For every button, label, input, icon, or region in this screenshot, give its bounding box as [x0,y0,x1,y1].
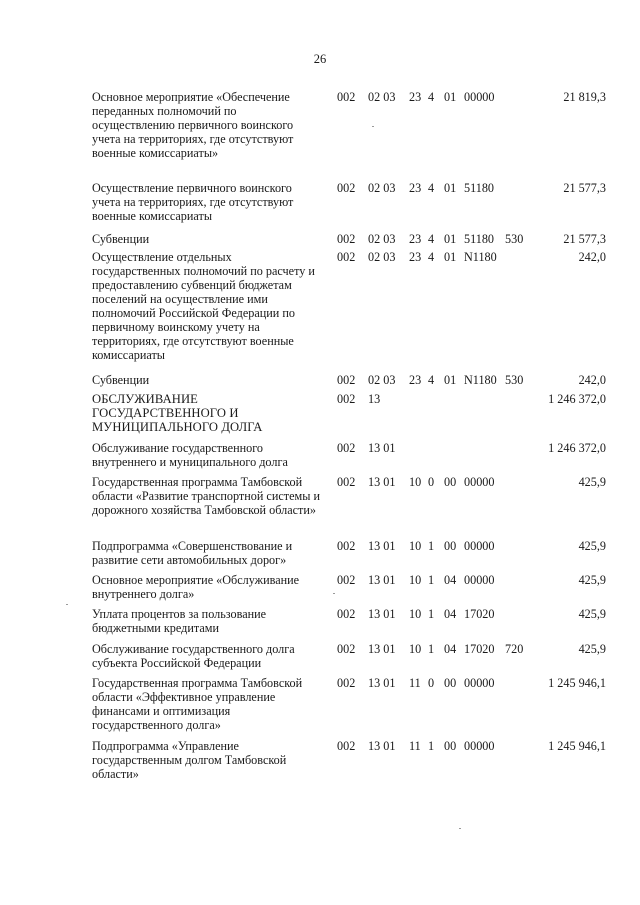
subprogram-code: 1 [428,739,435,753]
amount: 1 245 946,1 [548,676,606,690]
row-name: Осуществление отдельных государственных полномочий по расчету и предоставлению субвенций бюджетам поселений на осуществление ими полномочий Российской Федерации по первичному воинскому учету на территориях, где отсутствуют военные комиссариаты [92,250,315,362]
section-code: 02 03 [368,181,396,195]
program-code: 11 [409,676,421,690]
expense-type-code: 530 [505,373,524,387]
section-code: 13 01 [368,642,396,656]
section-code: 13 [368,392,381,406]
direction-code: 00000 [464,739,495,753]
main-activity-code: 01 [444,250,457,264]
direction-code: 51180 [464,181,495,195]
row-name: ОБСЛУЖИВАНИЕ ГОСУДАРСТВЕННОГО И МУНИЦИПАЛЬНОГО ДОЛГА [92,392,263,434]
main-activity-code: 04 [444,573,457,587]
main-activity-code: 00 [444,739,457,753]
main-activity-code: 00 [444,676,457,690]
program-code: 10 [409,573,422,587]
subprogram-code: 0 [428,475,435,489]
scan-speck [66,604,68,605]
section-code: 13 01 [368,475,396,489]
admin-code: 002 [337,739,356,753]
page-number: 26 [313,52,327,66]
program-code: 10 [409,539,422,553]
row-name: Подпрограмма «Совершенствование и развитие сети автомобильных дорог» [92,539,293,567]
main-activity-code: 04 [444,642,457,656]
program-code: 23 [409,181,422,195]
section-code: 13 01 [368,676,396,690]
direction-code: N1180 [464,373,497,387]
subprogram-code: 1 [428,539,435,553]
amount: 1 245 946,1 [548,739,606,753]
direction-code: 17020 [464,642,495,656]
admin-code: 002 [337,250,356,264]
admin-code: 002 [337,90,356,104]
amount: 242,0 [578,250,606,264]
admin-code: 002 [337,539,356,553]
section-code: 13 01 [368,739,396,753]
amount: 425,9 [578,607,606,621]
expense-type-code: 530 [505,232,524,246]
program-code: 23 [409,232,422,246]
amount: 21 577,3 [563,232,606,246]
row-name: Обслуживание государственного долга субъекта Российской Федерации [92,642,295,670]
row-name: Осуществление первичного воинского учета на территориях, где отсутствуют военные комиссариаты [92,181,294,223]
row-name: Подпрограмма «Управление государственным долгом Тамбовской области» [92,739,287,781]
amount: 1 246 372,0 [548,392,606,406]
subprogram-code: 1 [428,642,435,656]
subprogram-code: 4 [428,250,435,264]
row-name: Уплата процентов за пользование бюджетными кредитами [92,607,267,635]
row-name: Государственная программа Тамбовской области «Развитие транспортной системы и дорожного хозяйства Тамбовской области» [92,475,320,517]
expense-type-code: 720 [505,642,524,656]
main-activity-code: 00 [444,475,457,489]
direction-code: 00000 [464,90,495,104]
subprogram-code: 1 [428,573,435,587]
amount: 1 246 372,0 [548,441,606,455]
amount: 425,9 [578,573,606,587]
main-activity-code: 01 [444,232,457,246]
row-name: Основное мероприятие «Обеспечение переданных полномочий по осуществлению первичного воинского учета на территориях, где отсутствуют военные комиссариаты» [92,90,294,160]
amount: 425,9 [578,539,606,553]
direction-code: 00000 [464,539,495,553]
subprogram-code: 4 [428,181,435,195]
row-name: Субвенции [92,232,150,246]
amount: 425,9 [578,475,606,489]
section-code: 02 03 [368,232,396,246]
program-code: 11 [409,739,421,753]
direction-code: 00000 [464,475,495,489]
program-code: 23 [409,90,422,104]
subprogram-code: 0 [428,676,435,690]
program-code: 10 [409,642,422,656]
amount: 21 577,3 [563,181,606,195]
direction-code: 00000 [464,573,495,587]
section-code: 13 01 [368,539,396,553]
row-name: Государственная программа Тамбовской области «Эффективное управление финансами и оптимизация государственного долга» [92,676,303,732]
main-activity-code: 01 [444,90,457,104]
admin-code: 002 [337,573,356,587]
scan-speck [459,828,461,829]
subprogram-code: 4 [428,373,435,387]
admin-code: 002 [337,232,356,246]
section-code: 13 01 [368,441,396,455]
amount: 425,9 [578,642,606,656]
direction-code: N1180 [464,250,497,264]
subprogram-code: 1 [428,607,435,621]
row-name: Основное мероприятие «Обслуживание внутреннего долга» [92,573,300,601]
amount: 21 819,3 [563,90,606,104]
admin-code: 002 [337,642,356,656]
section-code: 13 01 [368,607,396,621]
admin-code: 002 [337,441,356,455]
program-code: 23 [409,373,422,387]
program-code: 10 [409,475,422,489]
program-code: 10 [409,607,422,621]
direction-code: 17020 [464,607,495,621]
direction-code: 00000 [464,676,495,690]
row-name: Субвенции [92,373,150,387]
row-name: Обслуживание государственного внутреннего и муниципального долга [92,441,288,469]
main-activity-code: 00 [444,539,457,553]
direction-code: 51180 [464,232,495,246]
admin-code: 002 [337,373,356,387]
amount: 242,0 [578,373,606,387]
section-code: 02 03 [368,90,396,104]
subprogram-code: 4 [428,90,435,104]
admin-code: 002 [337,676,356,690]
main-activity-code: 01 [444,373,457,387]
main-activity-code: 01 [444,181,457,195]
section-code: 02 03 [368,373,396,387]
main-activity-code: 04 [444,607,457,621]
section-code: 13 01 [368,573,396,587]
admin-code: 002 [337,392,356,406]
subprogram-code: 4 [428,232,435,246]
admin-code: 002 [337,607,356,621]
section-code: 02 03 [368,250,396,264]
program-code: 23 [409,250,422,264]
scan-speck [372,126,374,127]
scan-speck [333,593,335,594]
admin-code: 002 [337,181,356,195]
admin-code: 002 [337,475,356,489]
